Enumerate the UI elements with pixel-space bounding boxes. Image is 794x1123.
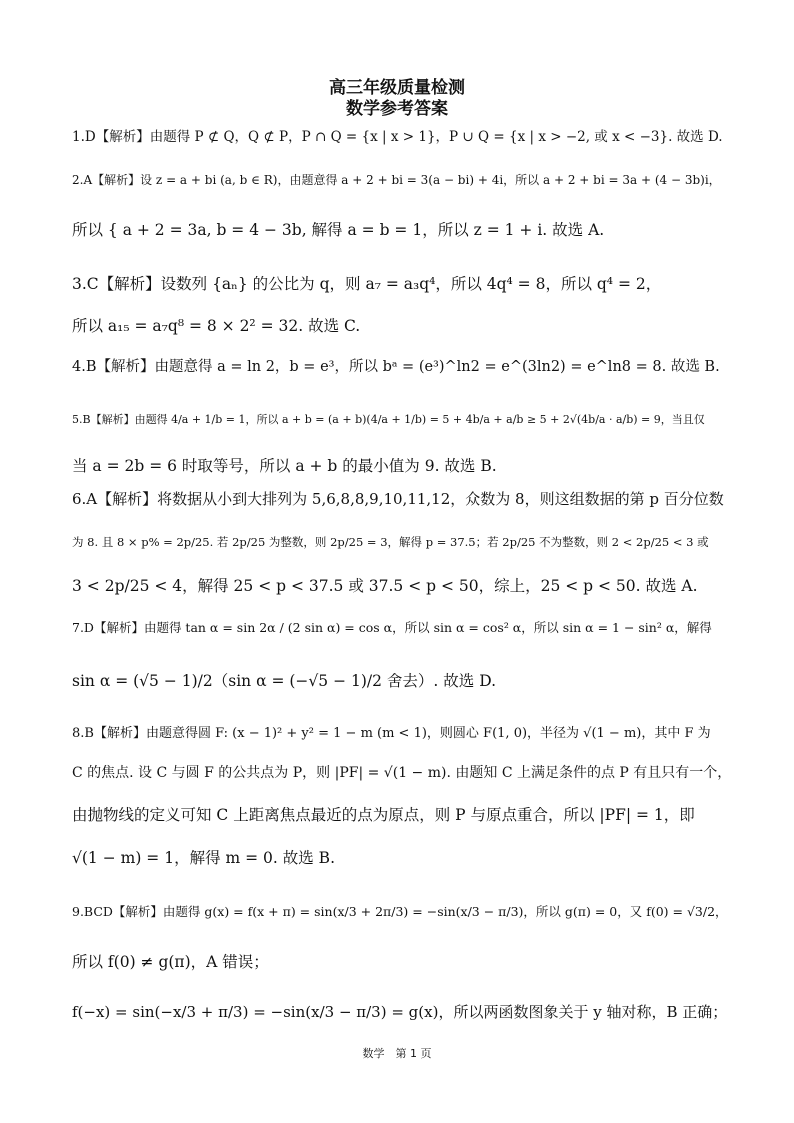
answer-line-9c: f(−x) = sin(−x/3 + π/3) = −sin(x/3 − π/3) = g(x)，所以两函数图象关于 y 轴对称，B 正确； (72, 1003, 728, 1021)
answer-line-7b: sin α = (√5 − 1)/2（sin α = (−√5 − 1)/2 舍去）. 故选 D. (72, 672, 496, 690)
answer-line-3a: 3.C【解析】设数列 {aₙ} 的公比为 q，则 a₇ = a₃q⁴，所以 4q⁴ = 8，所以 q⁴ = 2， (72, 275, 662, 293)
answer-line-9a: 9.BCD【解析】由题得 g(x) = f(x + π) = sin(x/3 + 2π/3) = −sin(x/3 − π/3)，所以 g(π) = 0，又 f(0) = √3/2， (72, 904, 728, 919)
answer-line-8a: 8.B【解析】由题意得圆 F: (x − 1)² + y² = 1 − m (m < 1)，则圆心 F(1, 0)，半径为 √(1 − m)，其中 F 为 (72, 726, 711, 741)
answer-line-6a: 6.A【解析】将数据从小到大排列为 5,6,8,8,9,10,11,12，众数为 8，则这组数据的第 p 百分位数 (72, 490, 724, 508)
answer-line-6c: 3 < 2p/25 < 4，解得 25 < p < 37.5 或 37.5 < p < 50，综上，25 < p < 50. 故选 A. (72, 577, 698, 595)
answer-line-8c: 由抛物线的定义可知 C 上距离焦点最近的点为原点，则 P 与原点重合，所以 |PF| = 1，即 (72, 806, 695, 824)
answer-line-1: 1.D【解析】由题得 P ⊄ Q，Q ⊄ P，P ∩ Q = {x | x > 1}，P ∪ Q = {x | x > −2, 或 x < −3}. 故选 D. (72, 129, 723, 145)
answer-line-8b: C 的焦点. 设 C 与圆 F 的公共点为 P，则 |PF| = √(1 − m). 由题知 C 上满足条件的点 P 有且只有一个， (72, 765, 732, 781)
page-title: 高三年级质量检测 (329, 78, 465, 98)
answer-line-9b: 所以 f(0) ≠ g(π)，A 错误； (72, 953, 269, 971)
page-footer: 数学 第 1 页 (362, 1047, 432, 1060)
answer-line-8d: √(1 − m) = 1，解得 m = 0. 故选 B. (72, 849, 336, 867)
answer-line-2b: 所以 { a + 2 = 3a, b = 4 − 3b, 解得 a = b = 1，所以 z = 1 + i. 故选 A. (72, 221, 605, 239)
answer-line-3b: 所以 a₁₅ = a₇q⁸ = 8 × 2² = 32. 故选 C. (72, 317, 361, 335)
page-subtitle: 数学参考答案 (346, 99, 448, 119)
answer-line-2a: 2.A【解析】设 z = a + bi (a, b ∈ R)，由题意得 a + 2 + bi = 3(a − bi) + 4i，所以 a + 2 + bi = 3a + (4 − 3b)i， (72, 173, 721, 187)
answer-line-6b: 为 8. 且 8 × p% = 2p/25. 若 2p/25 为整数，则 2p/25 = 3，解得 p = 37.5；若 2p/25 不为整数，则 2 < 2p/25 < 3 或 (72, 535, 709, 549)
answer-line-4: 4.B【解析】由题意得 a = ln 2，b = e³，所以 bᵃ = (e³)^ln2 = e^(3ln2) = e^ln8 = 8. 故选 B. (72, 359, 720, 375)
answer-line-7a: 7.D【解析】由题得 tan α = sin 2α / (2 sin α) = cos α，所以 sin α = cos² α，所以 sin α = 1 − sin² α，解得 (72, 620, 712, 635)
answer-line-5b: 当 a = 2b = 6 时取等号，所以 a + b 的最小值为 9. 故选 B. (72, 457, 497, 475)
answer-line-5a: 5.B【解析】由题得 4/a + 1/b = 1，所以 a + b = (a + b)(4/a + 1/b) = 5 + 4b/a + a/b ≥ 5 + 2√(4b/a · a/b) = 9，当且仅 (72, 413, 705, 426)
